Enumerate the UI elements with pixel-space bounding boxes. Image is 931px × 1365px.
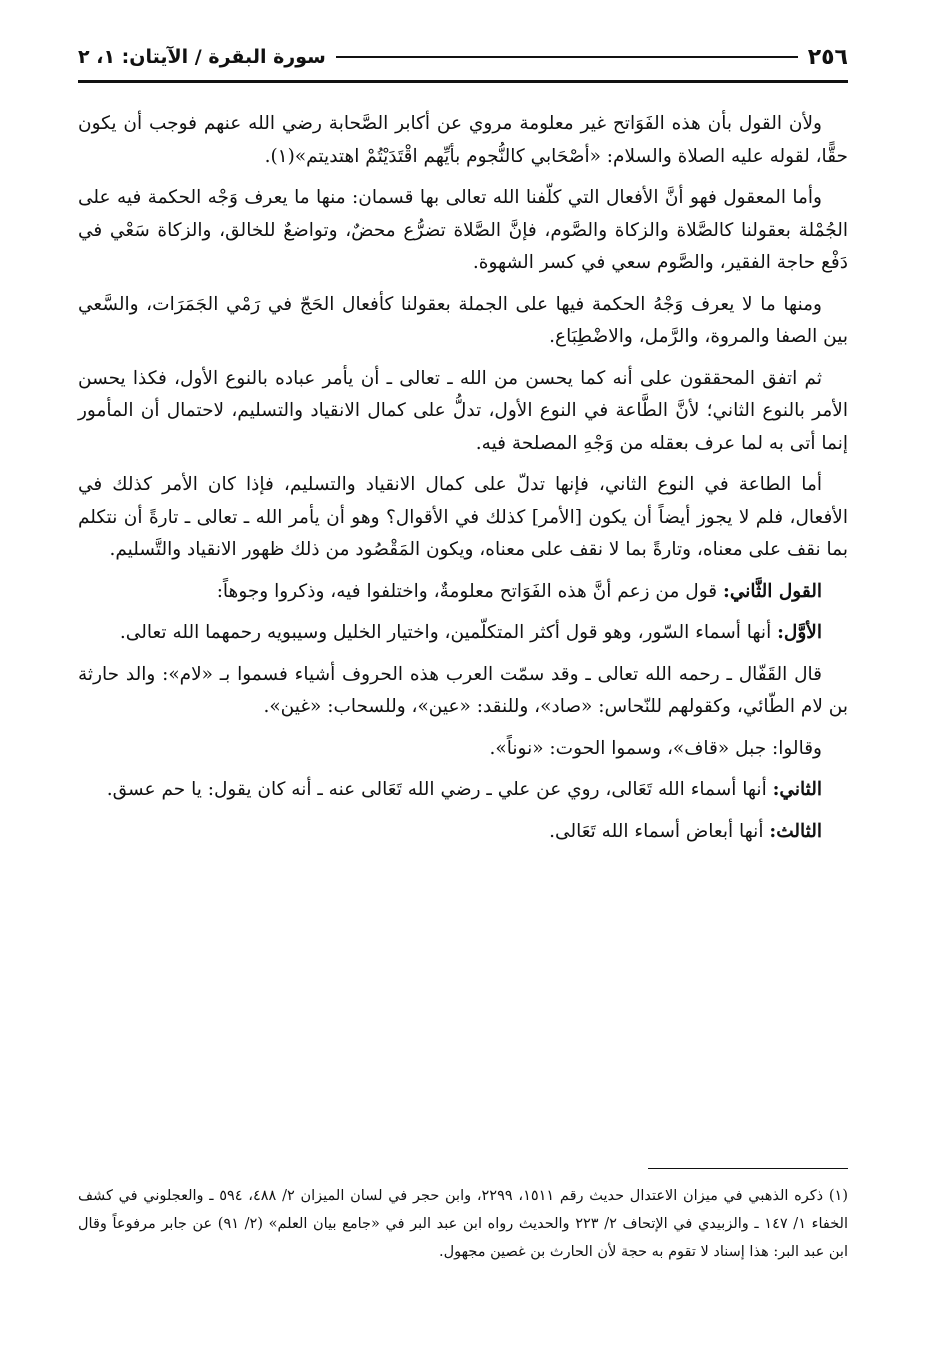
page-number: ٢٥٦ bbox=[807, 44, 848, 70]
footnote-1: (١) ذكره الذهبي في ميزان الاعتدال حديث رقم ١٥١١، ٢٢٩٩، وابن حجر في لسان الميزان ٢/ ٤٨٨، ٥٩٤ ـ والعجلوني في كشف الخفاء ١/ ١٤٧ ـ والزبيدي في الإتحاف ٢/ ٢٢٣ والحديث رواه ابن عبد البر في «جامع بيان العلم» (٢/ ٩١) عن جابر مرفوعاً وقال ابن عبد البر: هذا إسناد لا تقوم به حجة لأن الحارث بن غصين مجهول. bbox=[78, 1188, 849, 1260]
header-title: سورة البقرة / الآيتان: ١، ٢ bbox=[78, 46, 326, 68]
paragraph-7 bbox=[78, 617, 848, 650]
paragraph-7-text: أنها أسماء السّور، وهو قول أكثر المتكلّمين، واختيار الخليل وسيبويه رحمهما الله تعالى. bbox=[119, 622, 778, 643]
main-text bbox=[78, 108, 848, 857]
paragraph-4: ثم اتفق المحققون على أنه كما يحسن من الله ـ تعالى ـ أن يأمر عباده بالنوع الأول، فكذا يحسن الأمر بالنوع الثاني؛ لأنَّ الطَّاعة في النوع الأول، تدلُّ على كمال الانقياد والتسليم، لاحتمال أن المأمور إنما أتى به لما عرف بعقله من وَجْهِ المصلحة فيه. bbox=[78, 367, 848, 454]
header-rule bbox=[78, 80, 848, 83]
paragraph-10-text: أنها أسماء الله تَعَالى، روي عن علي ـ رضي الله تَعَالى عنه ـ أنه كان يقول: يا حم عسق. bbox=[106, 779, 773, 800]
paragraph-1: ولأن القول بأن هذه الفَوَاتح غير معلومة مروي عن أكابر الصَّحابة رضي الله عنهم فوجب أن يكون حقًّا، لقوله عليه الصلاة والسلام: «أصْحَابي كالنُّجوم بأيِّهم اقْتَدَيْتُمْ اهتديتم»(١). bbox=[78, 113, 848, 167]
paragraph-8: قال القَفّال ـ رحمه الله تعالى ـ وقد سمّت العرب هذه الحروف أشياء فسموا بـ «لام»: والد حارثة بن لام الطّائي، وكقولهم للنّحاس: «صاد»، وللنقد: «عين»، وللسحاب: «غين». bbox=[78, 663, 848, 717]
paragraph-11-text: أنها أبعاض أسماء الله تَعَالى. bbox=[549, 820, 770, 842]
paragraph-5: أما الطاعة في النوع الثاني، فإنها تدلّ على كمال الانقياد والتسليم، فإذا كان الأمر كذلك في الأفعال، فلم لا يجوز أيضاً أن يكون [الأمر] كذلك في الأقوال؟ وهو أن يأمر الله ـ تعالى ـ تارةً أن نتكلم بما نقف على معناه، وتارةً بما لا نقف على معناه، ويكون المَقْصُود من ذلك ظهور الانقياد والتَّسليم. bbox=[78, 474, 848, 560]
paragraph-2: وأما المعقول فهو أنَّ الأفعال التي كلّفنا الله تعالى بها قسمان: منها ما يعرف وَجْه الحكمة فيه على الجُمْلة بعقولنا كالصَّلاة والزكاة والصَّوم، فإنَّ الصَّلاة تضرُّع محضٌ، وتواضعٌ للخالق، والزكاة سَعْي في دَفْع حاجة الفقير، والصَّوم سعي في كسر الشهوة. bbox=[78, 187, 848, 273]
paragraph-7-label: الأوَّل: bbox=[777, 622, 822, 643]
paragraph-11 bbox=[78, 816, 848, 849]
paragraph-9: وقالوا: جبل «قاف»، وسموا الحوت: «نوناً». bbox=[489, 737, 822, 759]
header-dash-line bbox=[336, 56, 798, 58]
paragraph-6-text: قول من زعم أنَّ هذه الفَوَاتح معلومةٌ، واختلفوا فيه، وذكروا وجوهاً: bbox=[216, 580, 724, 602]
paragraph-10 bbox=[78, 774, 848, 807]
footnote-rule bbox=[648, 1168, 848, 1169]
paragraph-10-label: الثاني: bbox=[772, 779, 822, 800]
paragraph-6-label: القول الثَّاني: bbox=[723, 580, 822, 602]
paragraph-11-label: الثالث: bbox=[769, 820, 822, 842]
paragraph-3: ومنها ما لا يعرف وَجْهُ الحكمة فيها على الجملة بعقولنا كأفعال الحَجّ في رَمْي الجَمَرَات، والسَّعي بين الصفا والمروة، والرَّمل، والاضْطِبَاع. bbox=[78, 293, 848, 347]
running-header bbox=[78, 40, 848, 74]
footnotes bbox=[78, 1182, 848, 1266]
paragraph-6 bbox=[78, 576, 848, 609]
